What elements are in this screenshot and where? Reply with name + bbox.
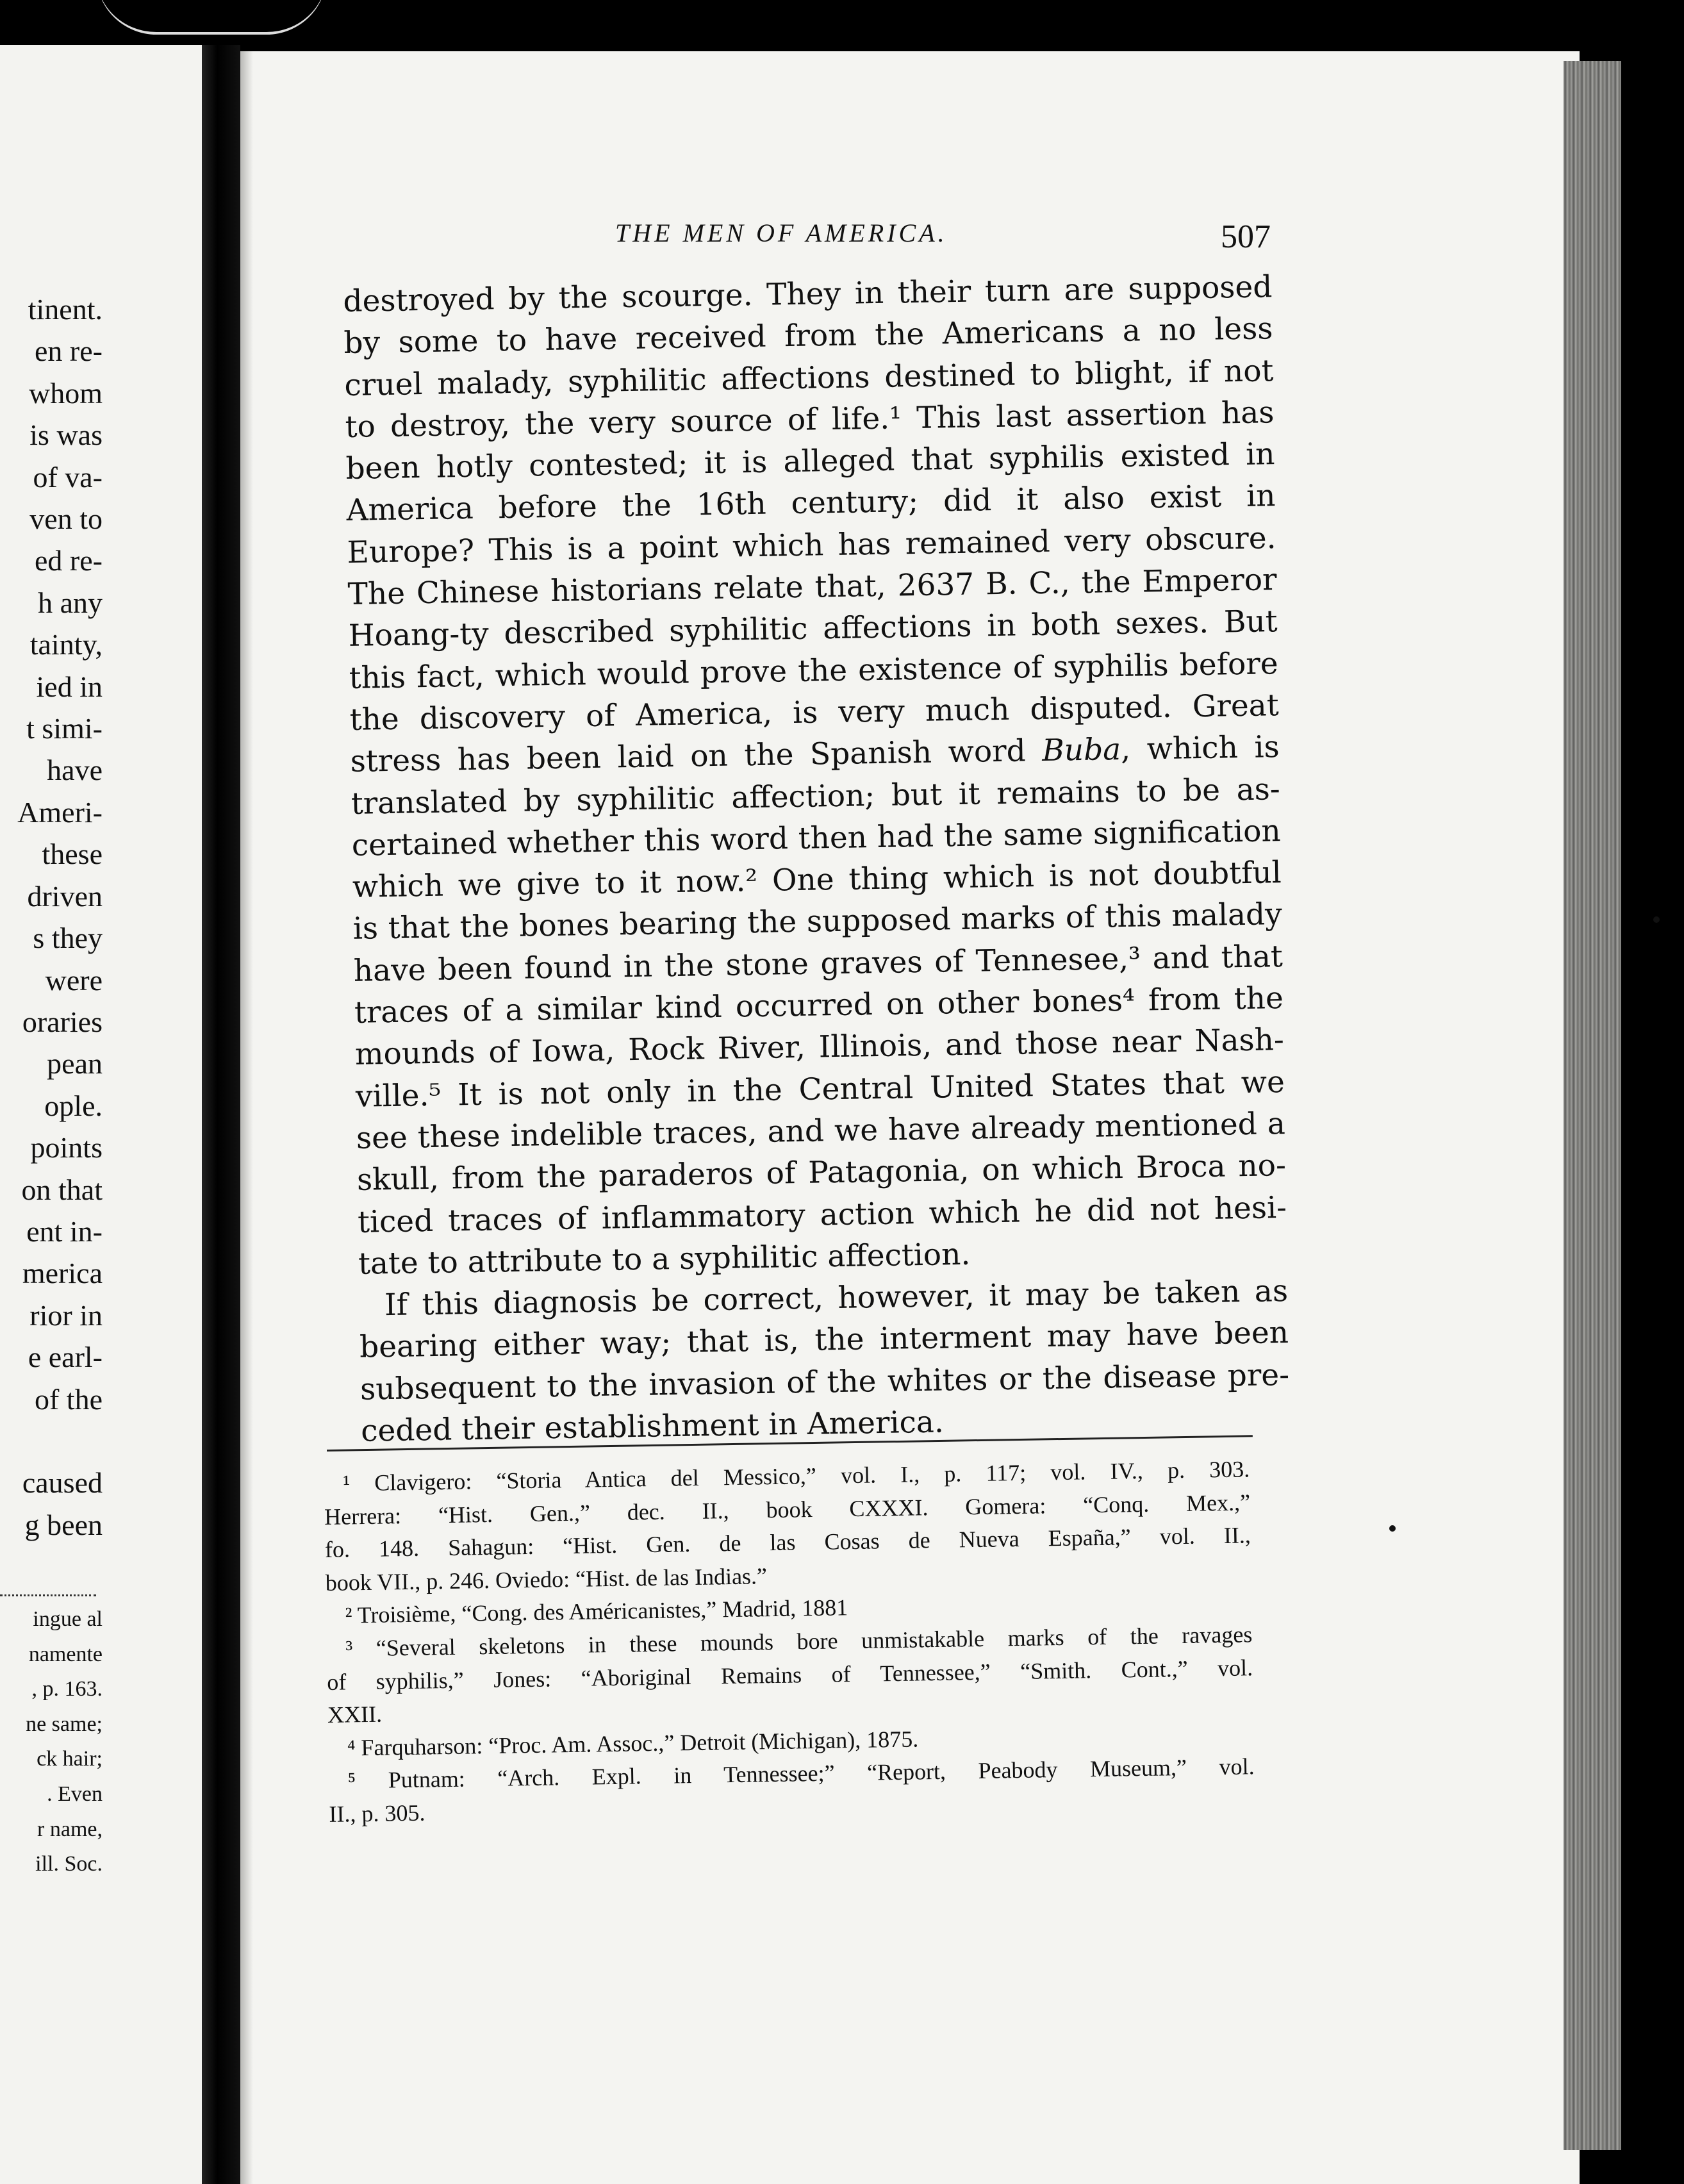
left-page-note-line: , p. 163. [31, 1677, 103, 1701]
left-page-line: oraries [22, 1005, 103, 1038]
left-page-line: points [30, 1131, 103, 1164]
left-page-note-line: namente [28, 1642, 103, 1666]
body-line: traces of a similar kind occurred on other bones⁴ from the [354, 980, 1284, 1030]
body-text [343, 266, 1291, 1452]
footnote-line: II., p. 305. [329, 1799, 425, 1827]
body-line: destroyed by the scourge. They in their turn are supposed [343, 269, 1273, 319]
body-line: Hoang-ty described syphilitic affections in both sexes. But [348, 604, 1278, 654]
footnotes [324, 1453, 1255, 1831]
body-line: translated by syphilitic affection; but it remains to be as- [351, 771, 1281, 822]
body-line: see these indelible traces, and we have already mentioned a [356, 1106, 1286, 1156]
left-page-line: is was [29, 418, 103, 452]
body-line: cruel malady, syphilitic affections destined to blight, if not [344, 352, 1274, 403]
left-page-line: h any [38, 586, 103, 619]
left-page-line: of the [34, 1382, 103, 1416]
footnote-line: fo. 148. Sahagun: “Hist. Gen. de las Cosas de Nueva España,” vol. II., [324, 1522, 1251, 1563]
body-line: by some to have received from the Americans a no less [343, 311, 1273, 361]
left-page-line: these [42, 838, 103, 871]
footnote-line: book VII., p. 246. Oviedo: “Hist. de las Indias.” [325, 1562, 768, 1596]
left-page-line: e earl- [28, 1341, 103, 1374]
body-line: have been found in the stone graves of Tennesee,³ and that [353, 938, 1284, 989]
left-page-line: have [47, 754, 103, 787]
left-page-line: were [45, 963, 103, 997]
body-line: ceded their establishment in America. [360, 1404, 945, 1449]
scan-speck [1389, 1525, 1396, 1532]
footnote-line: ¹ Clavigero: “Storia Antica del Messico,” vol. I., p. 117; vol. IV., p. 303. [343, 1456, 1250, 1496]
running-title: THE MEN OF AMERICA. [615, 219, 948, 247]
body-line: ville.⁵ It is not only in the Central United States that we [355, 1064, 1285, 1114]
body-line: mounds of Iowa, Rock River, Illinois, and those near Nash- [354, 1022, 1285, 1073]
body-line: America before the 16th century; did it also exist in [346, 478, 1276, 529]
left-page-line: ven to [29, 502, 103, 536]
left-page-line: whom [29, 376, 103, 410]
book-gutter [202, 45, 240, 2184]
body-line: stress has been laid on the Spanish word Buba, which is [350, 729, 1280, 780]
left-page-text [0, 288, 103, 1546]
footnote-line: Herrera: “Hist. Gen.,” dec. II., book CXXXI. Gomera: “Conq. Mex.,” [324, 1489, 1251, 1530]
body-line: skull, from the paraderos of Patagonia, on which Broca no- [356, 1148, 1287, 1198]
left-page-line: rior in [29, 1298, 103, 1332]
left-page-line: merica [22, 1257, 103, 1290]
body-line: is that the bones bearing the supposed marks of this malady [352, 897, 1283, 947]
scan-artifact-curve [96, 0, 327, 35]
left-page-line: ent in- [26, 1214, 103, 1248]
left-page-note-line: ingue al [33, 1607, 103, 1631]
main-page-shadow [240, 51, 253, 2184]
page-edge-stack [1564, 61, 1621, 2150]
body-line: Europe? This is a point which has remained very obscure. [347, 520, 1276, 570]
scan-speck [1653, 916, 1660, 923]
left-page-line: ed re- [35, 544, 103, 577]
left-page-line: tainty, [29, 628, 103, 661]
left-page-line: ied in [36, 670, 103, 703]
page-number: 507 [1221, 219, 1271, 255]
left-page-line: en re- [35, 335, 103, 368]
body-line: the discovery of America, is very much disputed. Great [349, 688, 1280, 738]
scan-border-right [1621, 51, 1684, 2184]
body-line: subsequent to the invasion of the whites or the disease pre- [359, 1357, 1290, 1407]
left-page-line: of va- [33, 460, 103, 493]
footnote-line: of syphilis,” Jones: “Aboriginal Remains of Tennessee,” “Smith. Cont.,” vol. [326, 1654, 1253, 1695]
left-page-line: pean [47, 1047, 103, 1080]
body-line: tate to attribute to a syphilitic affection. [358, 1236, 971, 1282]
italic-word-buba: Buba [1041, 732, 1121, 769]
body-line: bearing either way; that is, the interment may have been [359, 1315, 1289, 1366]
left-page-footnotes [0, 1602, 103, 1882]
body-line: been hotly contested; it is alleged that syphilis existed in [345, 436, 1275, 487]
left-page-line: s they [33, 922, 103, 955]
left-page-fragment [0, 45, 211, 2184]
footnote-line: ⁵ Putnam: “Arch. Expl. in Tennessee;” “Report, Peabody Museum,” vol. [347, 1753, 1255, 1794]
body-line: to destroy, the very source of life.¹ This last assertion has [345, 395, 1275, 445]
left-page-line: caused [22, 1466, 103, 1500]
left-page-note-line: . Even [47, 1782, 103, 1806]
left-page-line: on that [21, 1173, 103, 1206]
body-line: The Chinese historians relate that, 2637 B. C., the Emperor [347, 562, 1277, 613]
left-page-line: Ameri- [17, 795, 103, 829]
left-page-line: driven [27, 879, 103, 913]
left-page-note-line: r name, [37, 1817, 103, 1841]
left-page-note-line: ill. Soc. [35, 1852, 103, 1876]
left-page-line: tinent. [28, 293, 103, 326]
left-page-line: g been [24, 1508, 103, 1541]
footnote-line: XXII. [327, 1701, 383, 1728]
footnote-line: ³ “Several skeletons in these mounds bore unmistakable marks of the ravages [345, 1621, 1253, 1662]
body-line: this fact, which would prove the existence of syphilis before [349, 645, 1278, 696]
left-page-line: ople. [44, 1089, 103, 1122]
left-page-line: t simi- [26, 712, 103, 745]
left-page-note-line: ck hair; [37, 1747, 103, 1771]
body-line: ticed traces of inflammatory action which he did not hesi- [357, 1189, 1287, 1240]
left-page-line [0, 1420, 103, 1462]
footnote-line: ⁴ Farquharson: “Proc. Am. Assoc.,” Detroit (Michigan), 1875. [347, 1726, 919, 1761]
left-footnote-divider [0, 1594, 96, 1596]
body-line: certained whether this word then had the same signification [351, 813, 1282, 863]
left-page-note-line: ne same; [26, 1712, 103, 1736]
footnote-line: ² Troisième, “Cong. des Américanistes,” Madrid, 1881 [345, 1594, 848, 1628]
body-line: which we give to it now.² One thing which is not doubtful [352, 855, 1282, 906]
body-line: If this diagnosis be correct, however, it may be taken as [384, 1273, 1289, 1323]
